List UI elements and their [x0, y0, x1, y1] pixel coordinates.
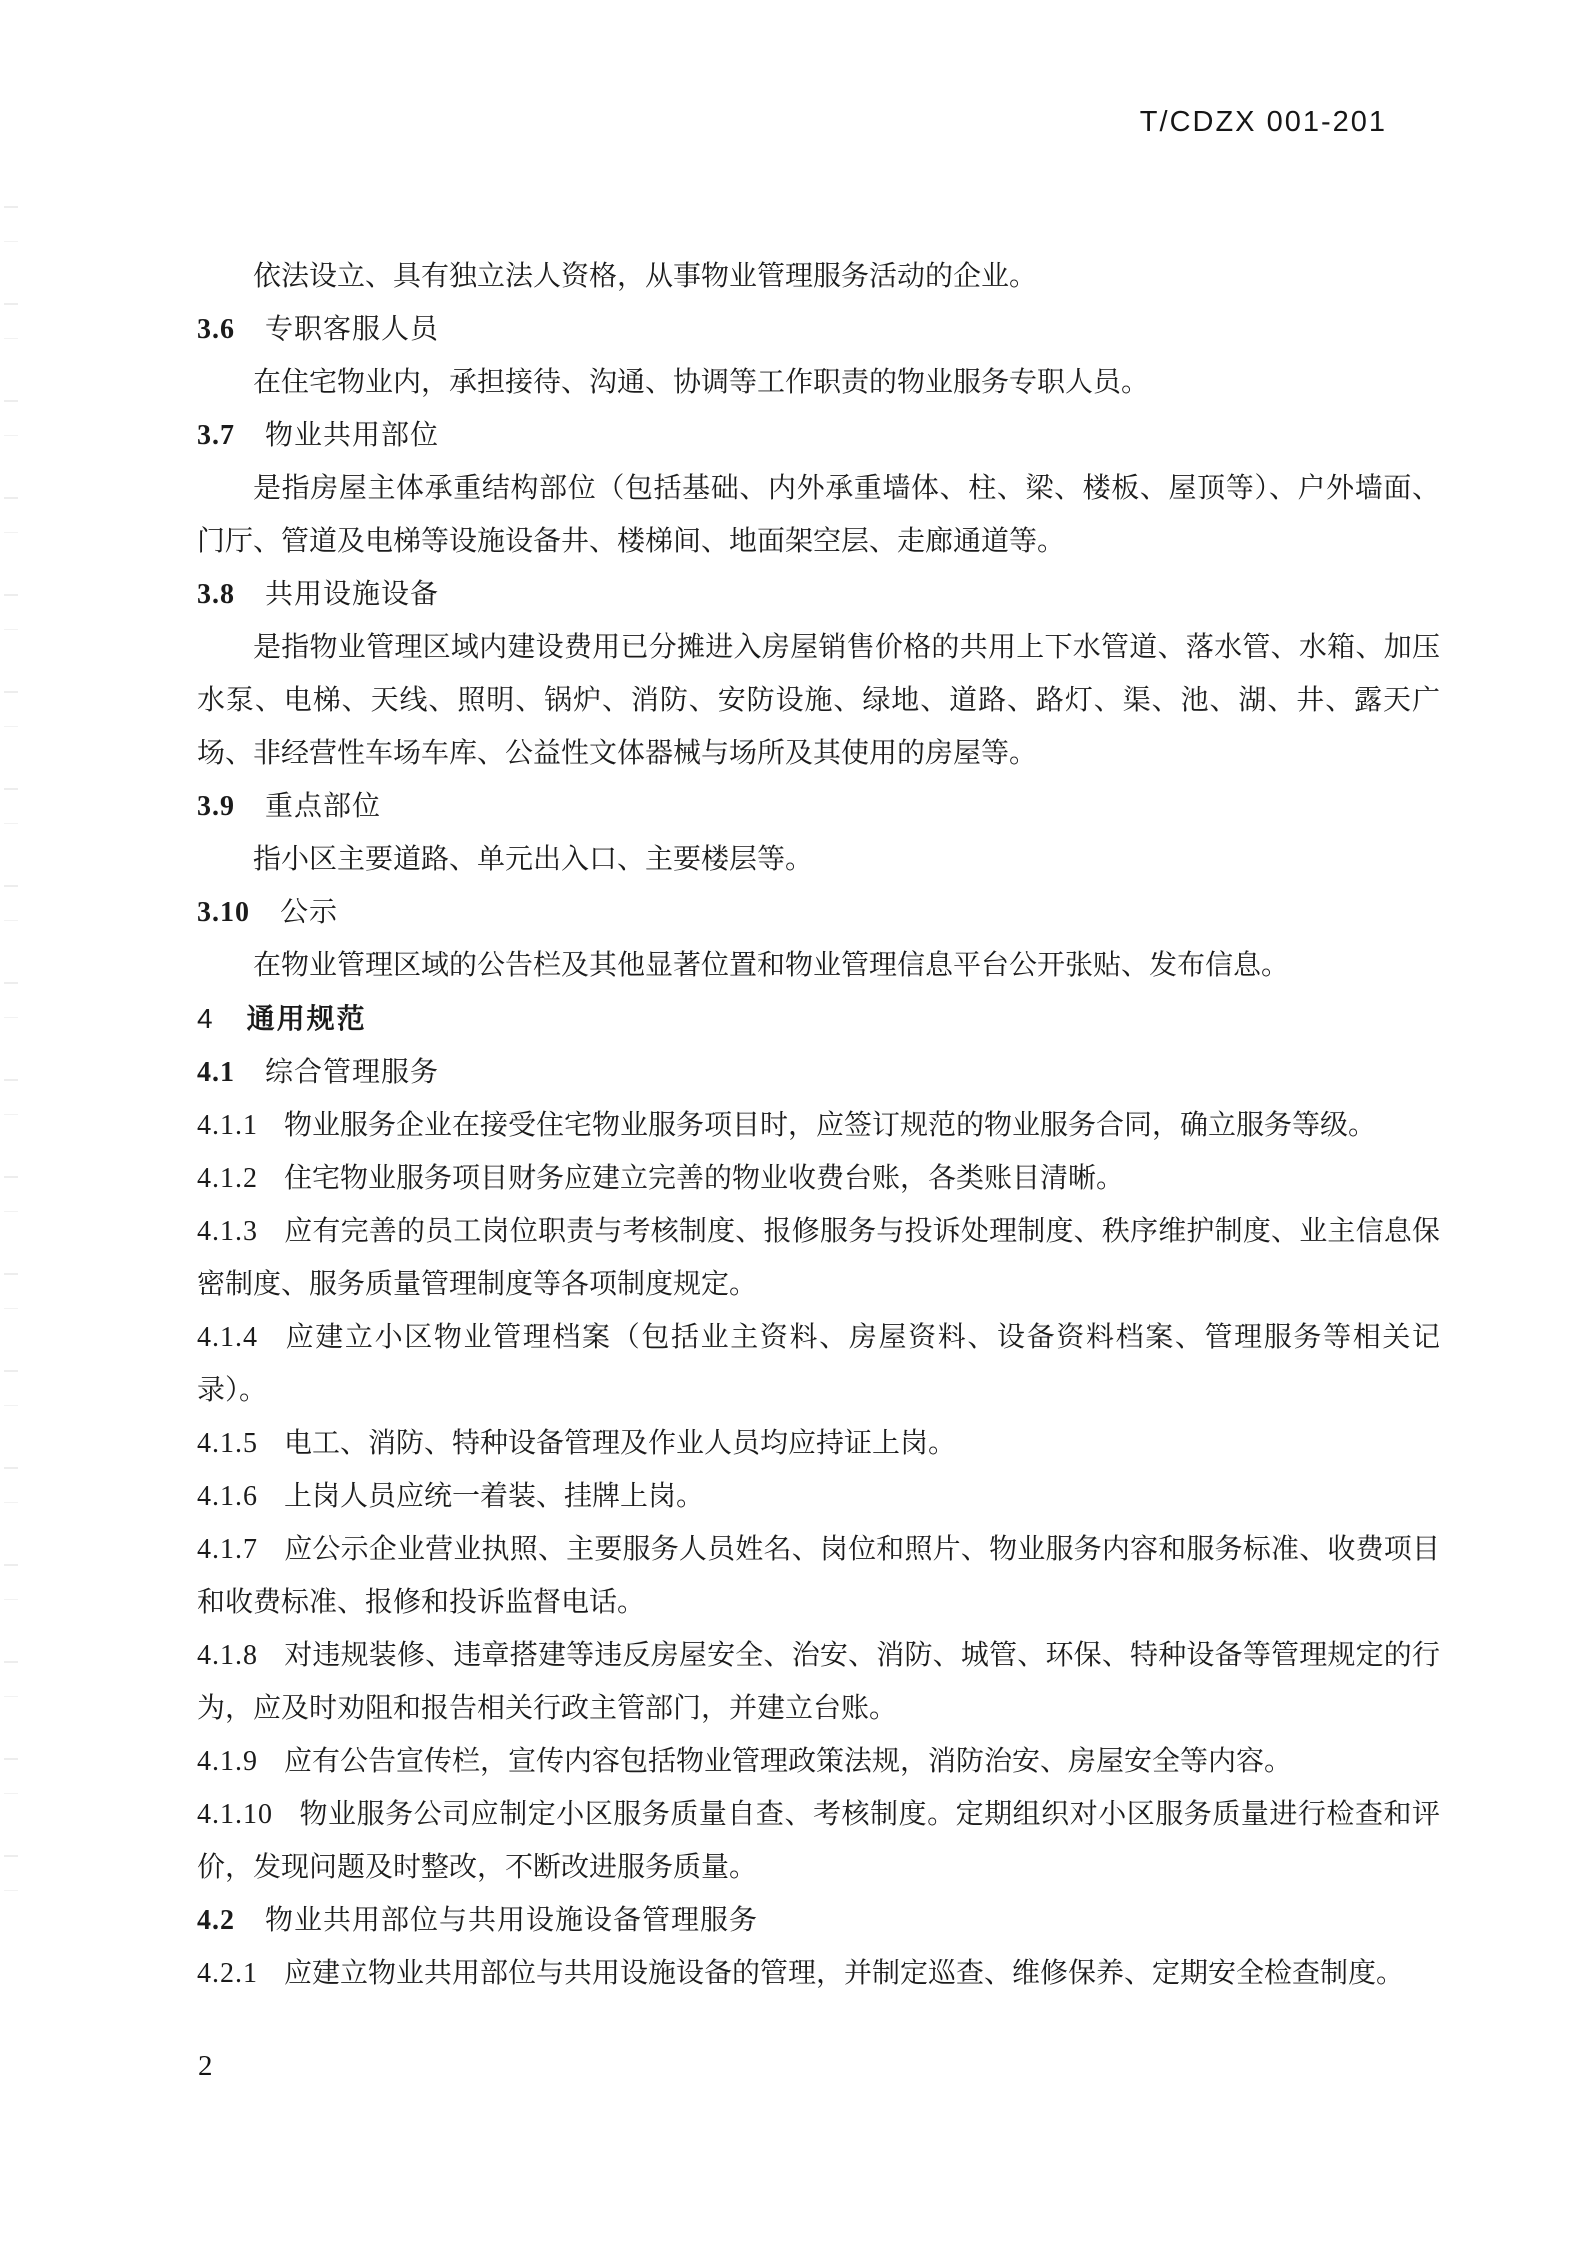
section-title: 共用设施设备 [265, 579, 440, 610]
chapter-title: 通用规范 [246, 1003, 367, 1034]
clause-number: 4.1.2 [197, 1163, 258, 1194]
definition-text: 在住宅物业内，承担接待、沟通、协调等工作职责的物业服务专职人员。 [253, 367, 1150, 398]
clause-text: 住宅物业服务项目财务应建立完善的物业收费台账，各类账目清晰。 [284, 1163, 1125, 1194]
section-heading-3-9 [197, 780, 1440, 833]
clause-number: 4.1.5 [197, 1428, 258, 1459]
section-heading-3-7 [197, 409, 1440, 462]
section-title: 综合管理服务 [265, 1057, 440, 1088]
section-title: 公示 [280, 897, 339, 928]
clause-4-1-3 [197, 1205, 1440, 1311]
clause-text: 对违规装修、违章搭建等违反房屋安全、治安、消防、城管、环保、特种设备等管理规定的行为，应及时劝阻和报告相关行政主管部门，并建立台账。 [197, 1640, 1440, 1724]
section-number: 3.6 [197, 314, 235, 345]
clause-number: 4.1.1 [197, 1110, 258, 1141]
page-number: 2 [198, 2050, 213, 2082]
section-heading-4-2 [197, 1894, 1440, 1947]
clause-4-1-2 [197, 1152, 1440, 1205]
clause-4-1-6 [197, 1470, 1440, 1523]
clause-text: 物业服务公司应制定小区服务质量自查、考核制度。定期组织对小区服务质量进行检查和评价，发现问题及时整改，不断改进服务质量。 [197, 1799, 1440, 1883]
clause-4-1-10 [197, 1788, 1440, 1894]
clause-text: 应有完善的员工岗位职责与考核制度、报修服务与投诉处理制度、秩序维护制度、业主信息保密制度、服务质量管理制度等各项制度规定。 [197, 1216, 1440, 1300]
clause-4-1-5 [197, 1417, 1440, 1470]
clause-number: 4.2.1 [197, 1958, 258, 1989]
section-title: 物业共用部位与共用设施设备管理服务 [265, 1905, 759, 1936]
section-heading-3-10 [197, 886, 1440, 939]
section-title: 专职客服人员 [265, 314, 440, 345]
clause-text: 物业服务企业在接受住宅物业服务项目时，应签订规范的物业服务合同，确立服务等级。 [284, 1110, 1377, 1141]
clause-4-1-4 [197, 1311, 1440, 1417]
clause-number: 4.1.8 [197, 1640, 258, 1671]
clause-text: 应有公告宣传栏，宣传内容包括物业管理政策法规，消防治安、房屋安全等内容。 [284, 1746, 1293, 1777]
clause-text: 应建立物业共用部位与共用设施设备的管理，并制定巡查、维修保养、定期安全检查制度。 [284, 1958, 1405, 1989]
clause-text: 应公示企业营业执照、主要服务人员姓名、岗位和照片、物业服务内容和服务标准、收费项目和收费标准、报修和投诉监督电话。 [197, 1534, 1440, 1618]
section-number: 3.7 [197, 420, 235, 451]
section-number: 3.9 [197, 791, 235, 822]
clause-4-1-9 [197, 1735, 1440, 1788]
definition-text: 依法设立、具有独立法人资格，从事物业管理服务活动的企业。 [253, 261, 1038, 292]
section-heading-4-1 [197, 1046, 1440, 1099]
clause-text: 电工、消防、特种设备管理及作业人员均应持证上岗。 [284, 1428, 957, 1459]
clause-text: 上岗人员应统一着装、挂牌上岗。 [284, 1481, 705, 1512]
section-heading-3-8 [197, 568, 1440, 621]
document-body [197, 250, 1440, 2000]
clause-number: 4.1.6 [197, 1481, 258, 1512]
section-number: 3.10 [197, 897, 250, 928]
chapter-number: 4 [197, 1003, 213, 1034]
clause-4-1-7 [197, 1523, 1440, 1629]
clause-4-1-8 [197, 1629, 1440, 1735]
clause-number: 4.1.7 [197, 1534, 258, 1565]
scan-noise-artifact [4, 180, 18, 1930]
definition-text: 在物业管理区域的公告栏及其他显著位置和物业管理信息平台公开张贴、发布信息。 [253, 950, 1290, 981]
clause-number: 4.1.3 [197, 1216, 258, 1247]
clause-4-1-1 [197, 1099, 1440, 1152]
section-number: 4.1 [197, 1057, 235, 1088]
clause-text: 应建立小区物业管理档案（包括业主资料、房屋资料、设备资料档案、管理服务等相关记录）。 [197, 1322, 1440, 1406]
definition-text: 是指物业管理区域内建设费用已分摊进入房屋销售价格的共用上下水管道、落水管、水箱、加压水泵、电梯、天线、照明、锅炉、消防、安防设施、绿地、道路、路灯、渠、池、湖、井、露天广场、非经营性车场车库、公益性文体器械与场所及其使用的房屋等。 [197, 632, 1440, 769]
clause-number: 4.1.4 [197, 1322, 258, 1353]
clause-number: 4.1.9 [197, 1746, 258, 1777]
clause-number: 4.1.10 [197, 1799, 273, 1830]
section-number: 4.2 [197, 1905, 235, 1936]
standard-code-header: T/CDZX 001-201 [1139, 106, 1387, 138]
section-title: 物业共用部位 [265, 420, 440, 451]
section-heading-3-6 [197, 303, 1440, 356]
definition-text: 指小区主要道路、单元出入口、主要楼层等。 [253, 844, 814, 875]
definition-text: 是指房屋主体承重结构部位（包括基础、内外承重墙体、柱、梁、楼板、屋顶等）、户外墙面、门厅、管道及电梯等设施设备井、楼梯间、地面架空层、走廊通道等。 [197, 473, 1440, 557]
section-title: 重点部位 [265, 791, 382, 822]
section-number: 3.8 [197, 579, 235, 610]
chapter-heading-4 [197, 992, 1440, 1046]
clause-4-2-1 [197, 1947, 1440, 2000]
